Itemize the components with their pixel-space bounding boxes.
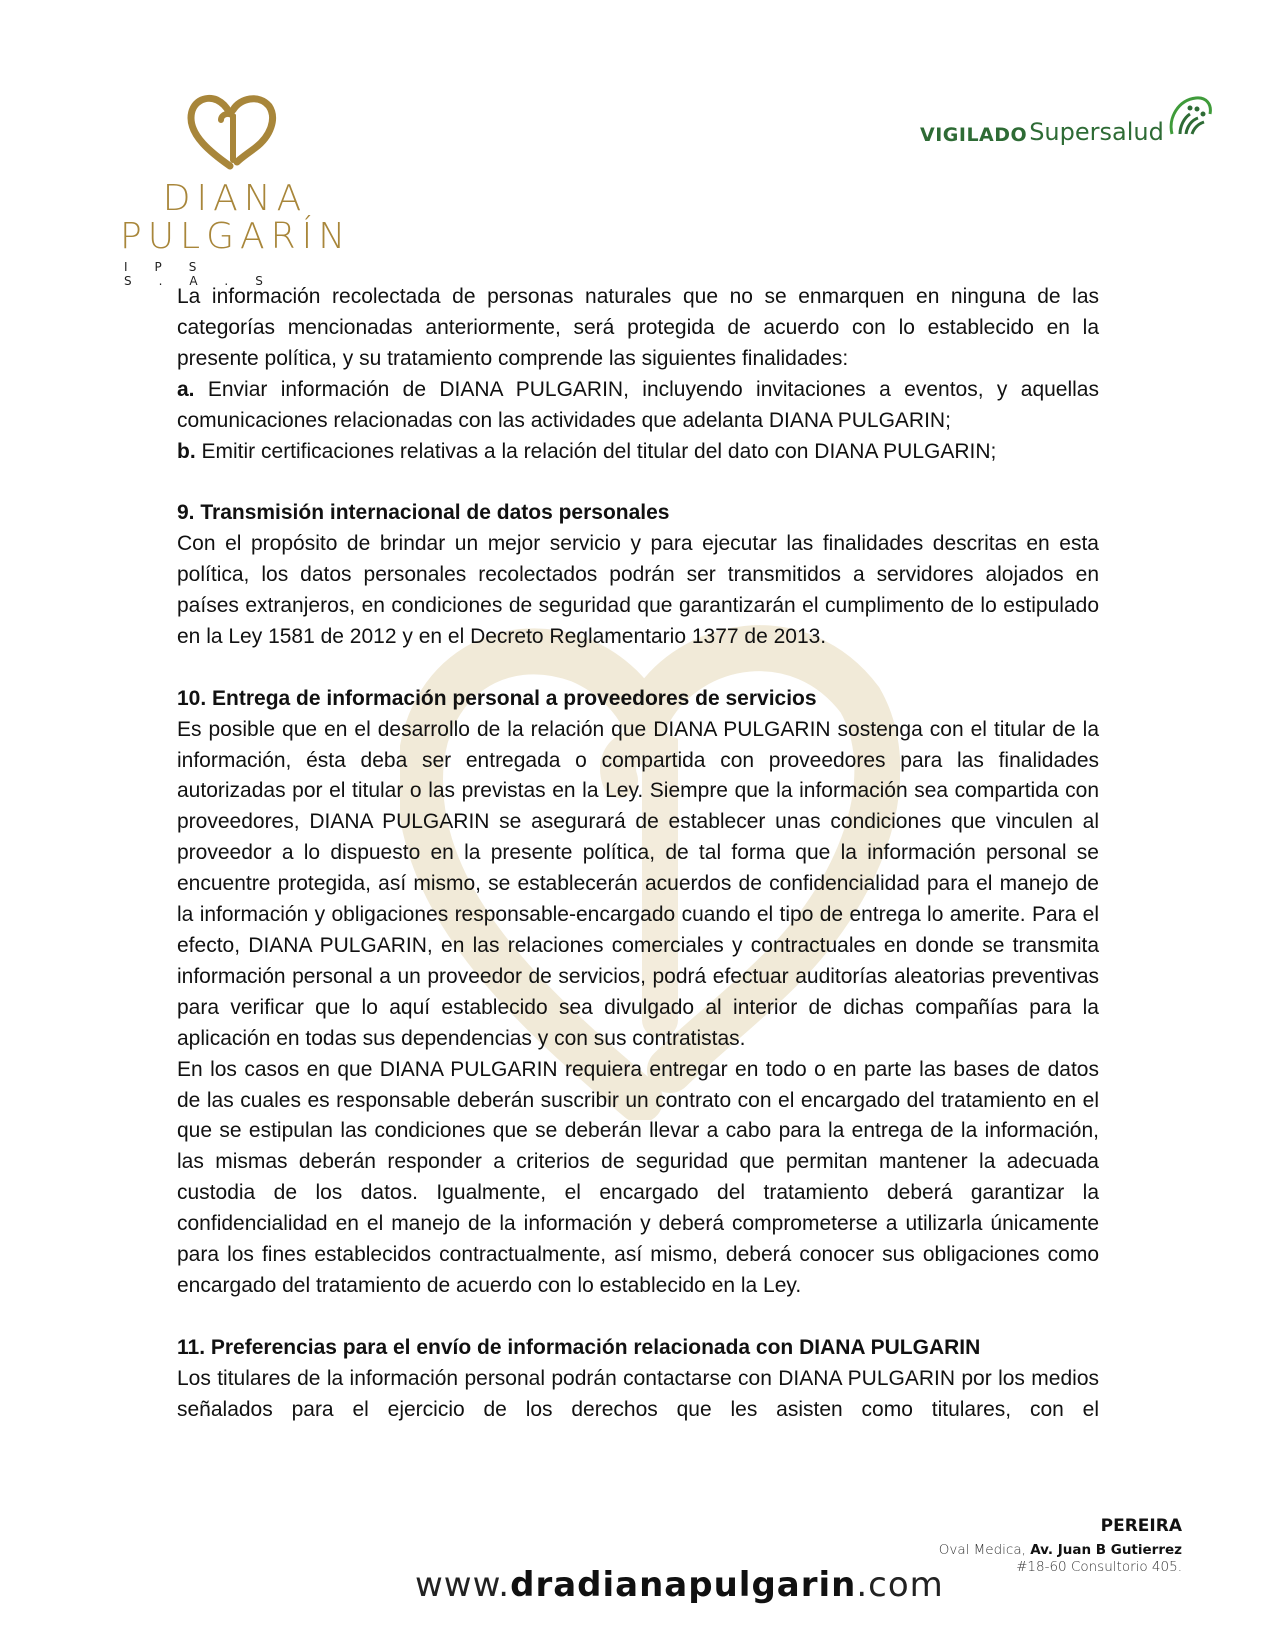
section-heading: 11. Preferencias para el envío de información relacionada con DIANA PULGARIN — [177, 1335, 981, 1359]
list-item-letter: b. — [177, 439, 196, 463]
list-item-text: Emitir certificaciones relativas a la relación del titular del dato con DIANA PULGARIN; — [201, 439, 997, 463]
footer-address — [939, 1542, 1182, 1576]
supersalud-label: Supersalud — [1029, 118, 1164, 146]
address-prefix: Oval Medica, — [938, 1542, 1031, 1558]
list-item-text: Enviar información de DIANA PULGARIN, incluyendo invitaciones a eventos, y aquellas comunicaciones relacionadas con las actividades que adelanta DIANA PULGARIN; — [177, 377, 1099, 432]
url-suffix: .com — [856, 1565, 944, 1605]
section-heading: 9. Transmisión internacional de datos personales — [177, 501, 670, 525]
address-line2: #18-60 Consultorio 405. — [1016, 1559, 1182, 1575]
url-domain: dradianapulgarin — [510, 1565, 857, 1605]
logo-subtitle: IPS S.A.S — [124, 260, 290, 288]
document-body — [177, 282, 1099, 1425]
section-paragraph: En los casos en que DIANA PULGARIN requiera entregar en todo o en parte las bases de datos de las cuales es responsable deberán suscribir un contrato con el encargado del tratamiento en el que se estipulan las condiciones que se deberán llevar a cabo para la entrega de la información, las mismas deberán responder a criterios de seguridad que permitan mantener la adecuada custodia de los datos. Igualmente, el encargado del tratamiento deberá garantizar la confidencialidad en el manejo de la información y deberá comprometerse a utilizarla únicamente para los fines establecidos contractualmente, así mismo, deberá conocer sus obligaciones como encargado del tratamiento de acuerdo con lo establecido en la Ley. — [177, 1057, 1099, 1297]
section-heading: 10. Entrega de información personal a proveedores de servicios — [177, 686, 817, 710]
url-prefix: www. — [415, 1565, 511, 1605]
list-item — [177, 375, 1099, 437]
heart-logo-icon — [185, 90, 280, 170]
company-logo — [120, 90, 352, 288]
logo-name-line1: DIANA — [162, 178, 308, 219]
address-street: Av. Juan B Gutierrez — [1030, 1542, 1182, 1558]
section-paragraph: Con el propósito de brindar un mejor servicio y para ejecutar las finalidades descritas en esta política, los datos personales recolectados podrán ser transmitidos a servidores alojados en países extranjeros, en condiciones de seguridad que garantizarán el cumplimento de lo estipulado en la Ley 1581 de 2012 y en el Decreto Reglamentario 1377 de 2013. — [177, 532, 1099, 648]
section-paragraph: Los titulares de la información personal podrán contactarse con DIANA PULGARIN por los medios señalados para el ejercicio de los derechos que les asisten como titulares, con el — [177, 1366, 1099, 1421]
vigilado-label: VIGILADO — [920, 124, 1028, 146]
supersalud-emblem-icon — [1166, 94, 1214, 144]
vigilado-supersalud-badge — [920, 86, 1214, 146]
intro-paragraph: La información recolectada de personas naturales que no se enmarquen en ninguna de las categorías mencionadas anteriormente, será protegida de acuerdo con lo establecido en la presente política, y su tratamiento comprende las siguientes finalidades: — [177, 285, 1099, 370]
logo-name-line2: PULGARÍN — [120, 216, 352, 257]
footer-city: PEREIRA — [1100, 1516, 1182, 1536]
list-item-letter: a. — [177, 377, 195, 401]
list-item — [177, 437, 1099, 468]
section-paragraph: Es posible que en el desarrollo de la relación que DIANA PULGARIN sostenga con el titular de la información, ésta deba ser entregada o compartida con proveedores para las finalidades autorizadas por el titular o las previstas en la Ley. Siempre que la información sea compartida con proveedores, DIANA PULGARIN se asegurará de establecer unas condiciones que vinculen al proveedor a lo dispuesto en la presente política, de tal forma que la información personal se encuentre protegida, así mismo, se establecerán acuerdos de confidencialidad para el manejo de la información y obligaciones responsable-encargado cuando el tipo de entrega lo amerite. Para el efecto, DIANA PULGARIN, en las relaciones comerciales y contractuales en donde se transmita información personal a un proveedor de servicios, podrá efectuar auditorías aleatorias preventivas para verificar que lo aquí establecido sea divulgado al interior de dichas compañías para la aplicación en todas sus dependencias y con sus contratistas. — [177, 717, 1099, 1050]
website-url[interactable] — [415, 1565, 944, 1605]
